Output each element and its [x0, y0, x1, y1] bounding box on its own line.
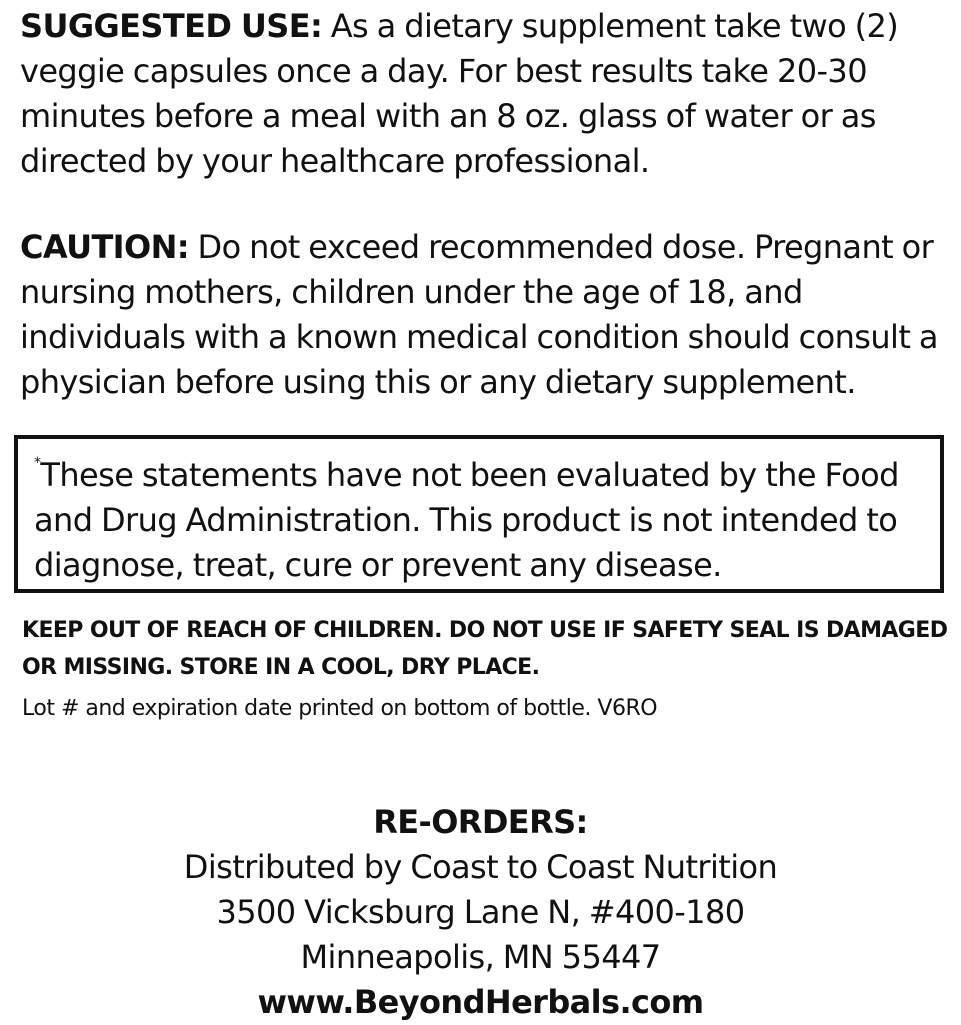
caution-text: Do not exceed recommended dose. Pregnant or nursing mothers, children under the age of 18, and individuals with a known medical condition should consult a physician before using this or any dietary supplement.	[20, 228, 938, 401]
disclaimer-text: These statements have not been evaluated by the Food and Drug Administration. This product is not intended to diagnose, treat, cure or prevent any disease.	[34, 456, 899, 584]
fda-disclaimer-box	[14, 435, 944, 593]
address-line-1: 3500 Vicksburg Lane N, #400-180	[216, 893, 745, 931]
suggested-use-text: As a dietary supplement take two (2) veggie capsules once a day. For best results take 20-30 minutes before a meal with an 8 oz. glass of water or as directed by your healthcare professional.	[20, 7, 899, 180]
reorders-heading: RE-ORDERS:	[373, 803, 588, 841]
caution-paragraph	[20, 225, 950, 405]
distributor-line: Distributed by Coast to Coast Nutrition	[183, 848, 778, 886]
safety-warning: KEEP OUT OF REACH OF CHILDREN. DO NOT USE IF SAFETY SEAL IS DAMAGED OR MISSING. STORE IN A COOL, DRY PLACE.	[22, 618, 948, 680]
caution-label: CAUTION:	[20, 228, 189, 266]
address-line-2: Minneapolis, MN 55447	[300, 938, 661, 976]
website-link[interactable]: www.BeyondHerbals.com	[257, 983, 704, 1021]
disclaimer-asterisk: *	[34, 455, 41, 471]
lot-note: Lot # and expiration date printed on bottom of bottle. V6RO	[22, 696, 658, 721]
suggested-use-label: SUGGESTED USE:	[20, 7, 323, 45]
suggested-use-paragraph	[20, 4, 950, 184]
fda-disclaimer	[34, 453, 934, 588]
reorders-section	[0, 800, 961, 1025]
